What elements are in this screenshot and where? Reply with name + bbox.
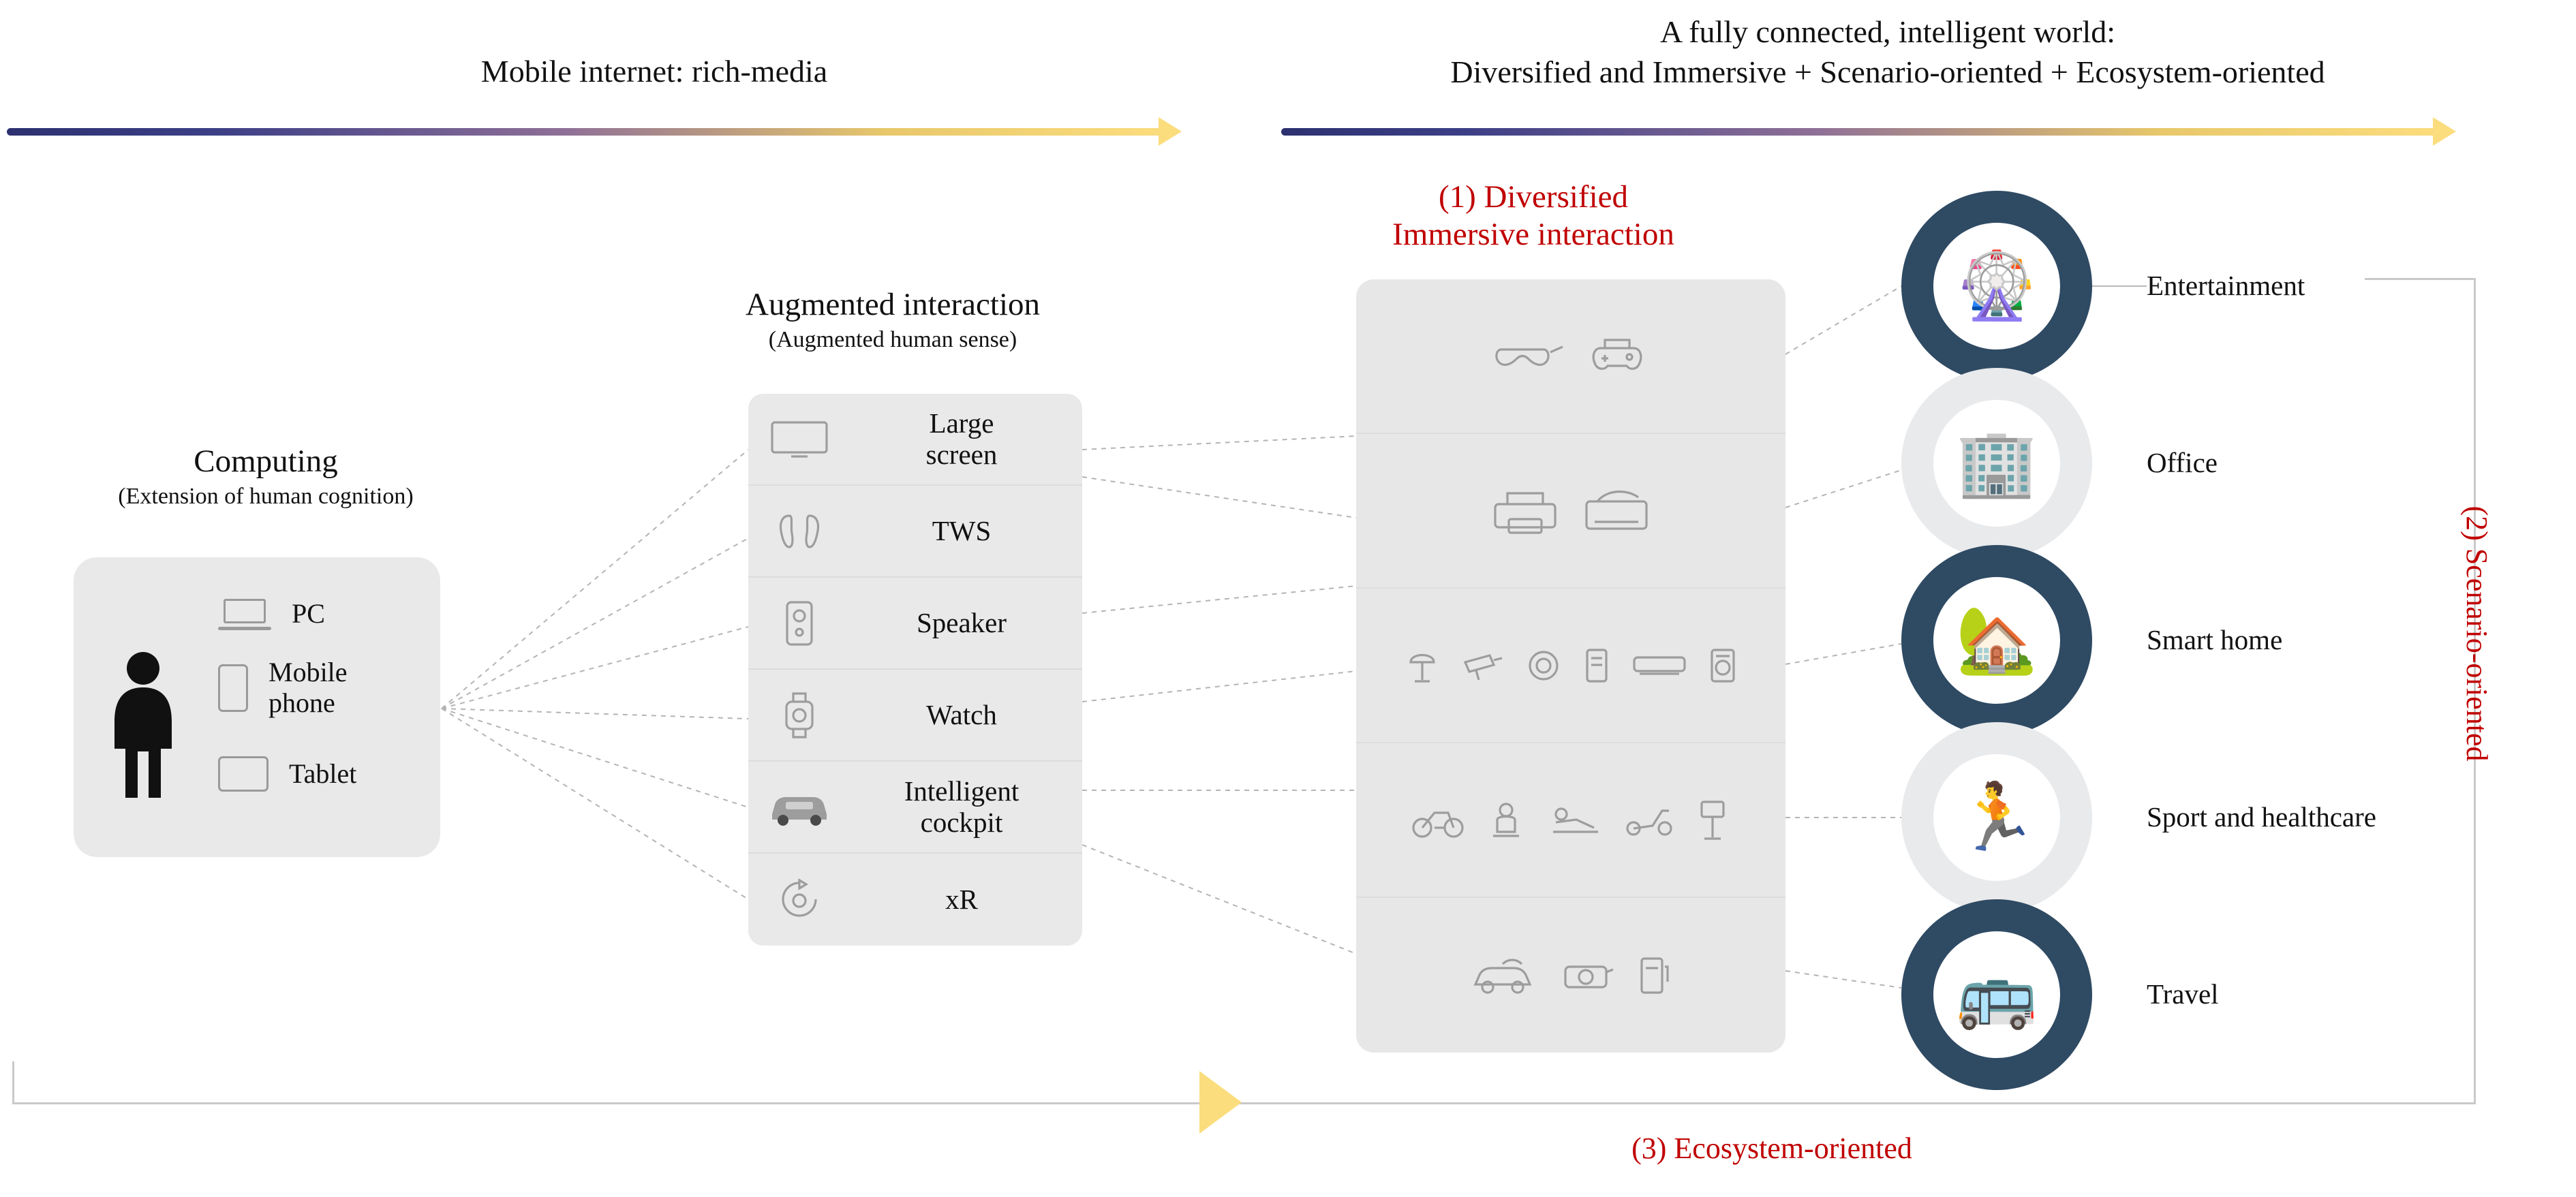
axis-label-ecosystem-oriented: (3) Ecosystem-oriented — [1631, 1132, 1912, 1165]
augmented-row-speaker[interactable] — [748, 578, 1082, 670]
entertainment-art-icon: 🎡 — [1956, 249, 2038, 322]
diversified-row-sport-healthcare[interactable] — [1356, 743, 1785, 898]
diversified-row-smart-home[interactable] — [1356, 589, 1785, 743]
diversified-row-travel[interactable] — [1356, 898, 1785, 1053]
computing-device-pc[interactable] — [218, 596, 325, 632]
scenario-ring-entertainment[interactable] — [1901, 191, 2092, 382]
sport-healthcare-art-icon: 🏃 — [1956, 781, 2038, 854]
gradient-arrow-right-tip-icon — [2433, 117, 2456, 146]
charging-station-icon — [1635, 953, 1673, 998]
diversified-row-office[interactable] — [1356, 434, 1785, 589]
augmented-row-intelligent-cockpit[interactable] — [748, 762, 1082, 854]
augmented-row-large-screen-label: Large screen — [925, 407, 998, 470]
header-connected-world — [1240, 12, 2535, 93]
augmented-row-watch-label: Watch — [926, 698, 997, 730]
tablet-icon — [218, 756, 269, 792]
basketball-hoop-icon — [1693, 798, 1732, 843]
augmented-title: Augmented interaction — [746, 287, 1040, 322]
diversified-title-line2: Immersive interaction — [1392, 216, 1674, 252]
scanner-icon — [1580, 486, 1653, 535]
treadmill-icon — [1484, 799, 1529, 841]
smart-home-art-icon: 🏡 — [1956, 604, 2038, 677]
scenario-ring-office[interactable] — [1901, 368, 2092, 559]
security-camera-icon — [1460, 647, 1506, 684]
diversified-title-block — [1281, 178, 1785, 253]
diversified-title-line1: (1) Diversified — [1439, 179, 1628, 215]
game-console-icon — [1584, 335, 1650, 378]
smart-panel-icon — [1581, 644, 1612, 687]
diversified-devices-panel — [1356, 279, 1785, 1053]
robot-vacuum-icon — [1524, 646, 1563, 685]
augmented-title-block — [613, 286, 1172, 354]
air-conditioner-icon — [1630, 651, 1689, 681]
car-cockpit-icon — [748, 787, 850, 828]
computing-device-tablet-label: Tablet — [289, 758, 357, 789]
augmented-row-xr[interactable] — [748, 854, 1082, 946]
header-connected-world-line1: A fully connected, intelligent world: — [1659, 14, 2116, 49]
person-icon — [102, 651, 184, 800]
computing-device-pc-label: PC — [292, 597, 325, 629]
lamp-icon — [1402, 644, 1442, 687]
scenario-art-office — [1933, 400, 2060, 527]
scenario-art-entertainment — [1933, 223, 2060, 349]
augmented-interaction-panel — [748, 394, 1082, 946]
header-mobile-internet: Mobile internet: rich-media — [480, 54, 828, 89]
scenario-label-travel: Travel — [2147, 978, 2219, 1010]
dash-camera-icon — [1559, 956, 1617, 995]
connected-car-icon — [1469, 954, 1541, 997]
washing-machine-icon — [1706, 644, 1739, 687]
gradient-arrow-right — [1281, 128, 2440, 136]
augmented-row-tws-label: TWS — [932, 514, 992, 546]
header-connected-world-line2: Diversified and Immersive + Scenario-oriented + Ecosystem-oriented — [1450, 54, 2325, 89]
computing-title-block — [27, 443, 504, 510]
laptop-icon — [218, 596, 271, 632]
speaker-icon — [748, 598, 850, 649]
printer-icon — [1488, 486, 1562, 535]
rowing-machine-icon — [1546, 802, 1605, 839]
scenario-art-sport-healthcare — [1933, 754, 2060, 881]
computing-device-mobile-phone[interactable] — [218, 657, 348, 719]
augmented-row-large-screen[interactable] — [748, 394, 1082, 486]
gradient-arrow-left — [7, 128, 1165, 136]
computing-device-tablet[interactable] — [218, 756, 356, 792]
computing-device-mobile-phone-label: Mobile phone — [269, 657, 348, 718]
scenario-ring-smart-home[interactable] — [1901, 545, 2092, 736]
scooter-icon — [1623, 803, 1676, 838]
augmented-row-watch[interactable] — [748, 670, 1082, 762]
vr-glasses-icon — [1492, 337, 1567, 375]
scenario-label-office: Office — [2147, 447, 2218, 478]
computing-subtitle: (Extension of human cognition) — [118, 483, 414, 509]
tv-screen-icon — [748, 418, 850, 461]
diversified-row-entertainment[interactable] — [1356, 279, 1785, 434]
scenario-label-smart-home: Smart home — [2147, 624, 2283, 655]
bicycle-icon — [1410, 800, 1466, 840]
office-art-icon: 🏢 — [1956, 426, 2038, 499]
augmented-subtitle: (Augmented human sense) — [768, 326, 1017, 352]
scenario-ring-sport-healthcare[interactable] — [1901, 722, 2092, 913]
scenario-ring-travel[interactable] — [1901, 899, 2092, 1090]
frame-top-right — [2365, 278, 2476, 280]
scenario-art-travel — [1933, 931, 2060, 1058]
gradient-arrow-left-tip-icon — [1159, 117, 1182, 146]
xr-headset-icon — [748, 876, 850, 924]
smartphone-icon — [218, 664, 248, 712]
ecosystem-arrow-icon — [1199, 1071, 1242, 1134]
axis-label-scenario-oriented: (2) Scenario-oriented — [2460, 506, 2494, 762]
frame-left — [12, 1061, 14, 1104]
smartwatch-icon — [748, 688, 850, 743]
travel-art-icon: 🚌 — [1956, 958, 2038, 1031]
augmented-row-tws[interactable] — [748, 486, 1082, 578]
augmented-row-intelligent-cockpit-label: Intelligent cockpit — [904, 775, 1019, 838]
scenario-label-entertainment: Entertainment — [2147, 270, 2305, 301]
computing-title: Computing — [194, 444, 338, 479]
earbuds-icon — [748, 508, 850, 555]
frame-bottom — [12, 1102, 2476, 1104]
augmented-row-xr-label: xR — [945, 883, 978, 915]
augmented-row-speaker-label: Speaker — [916, 606, 1007, 638]
scenario-label-sport-healthcare: Sport and healthcare — [2147, 801, 2376, 833]
scenario-art-smart-home — [1933, 577, 2060, 704]
